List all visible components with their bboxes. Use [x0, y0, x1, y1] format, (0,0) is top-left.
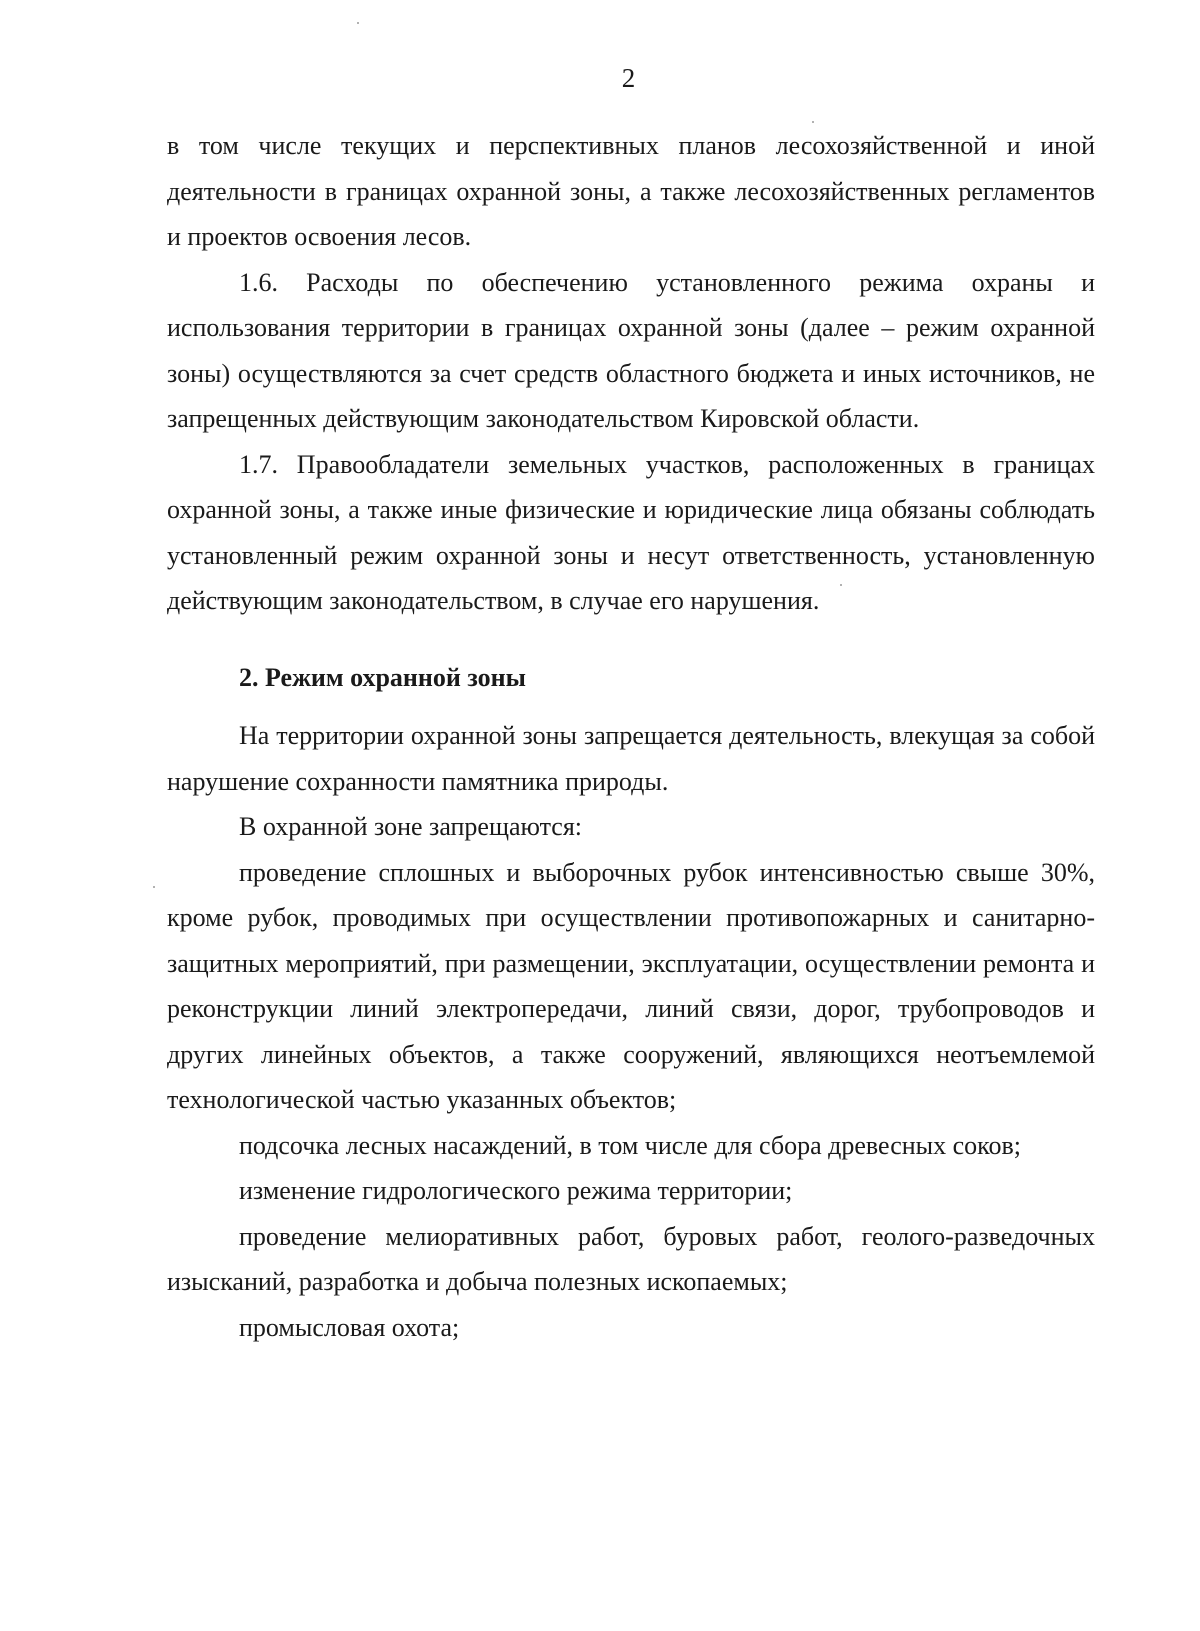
page-number: 2: [621, 63, 636, 93]
paragraph-1-7: 1.7. Правообладатели земельных участков, расположенных в границах охранной зоны, а также иные физические и юридические лица обязаны соблюдать установленный режим охранной зоны и несут ответственность, установленную действующим законодательством, в случае его нарушения.: [167, 449, 1095, 615]
list-item-tapping: подсочка лесных насаждений, в том числе для сбора древесных соков;: [239, 1130, 1021, 1160]
scan-speck: [840, 584, 842, 586]
paragraph-prohibited-header: В охранной зоне запрещаются:: [239, 812, 583, 841]
scan-speck: [357, 22, 359, 24]
paragraph-continuation: в том числе текущих и перспективных планов лесохозяйственной и иной деятельности в границах охранной зоны, а также лесохозяйственных регламентов и проектов освоения лесов.: [167, 131, 1095, 251]
document-body: [167, 123, 1095, 1350]
scan-speck: [153, 886, 155, 888]
paragraph-intro: На территории охранной зоны запрещается деятельность, влекущая за собой нарушение сохранности памятника природы.: [167, 721, 1095, 796]
scan-speck: [812, 121, 814, 123]
list-item-melioration: проведение мелиоративных работ, буровых работ, геолого-разведочных изысканий, разработка и добыча полезных ископаемых;: [167, 1221, 1095, 1296]
section-heading: 2. Режим охранной зоны: [239, 662, 526, 692]
paragraph-1-6: 1.6. Расходы по обеспечению установленного режима охраны и использования территории в границах охранной зоны (далее – режим охранной зоны) осуществляются за счет средств областного бюджета и иных источников, не запрещенных действующим законодательством Кировской области.: [167, 267, 1095, 433]
list-item-hunting: промысловая охота;: [239, 1312, 460, 1342]
list-item-cutting: проведение сплошных и выборочных рубок интенсивностью свыше 30%, кроме рубок, проводимых при осуществлении противопожарных и санитарно-защитных мероприятий, при размещении, эксплуатации, осуществлении ремонта и реконструкции линий электропередачи, линий связи, дорог, трубопроводов и других линейных объектов, а также сооружений, являющихся неотъемлемой технологической частью указанных объектов;: [167, 857, 1095, 1114]
list-item-hydro: изменение гидрологического режима территории;: [239, 1176, 793, 1205]
